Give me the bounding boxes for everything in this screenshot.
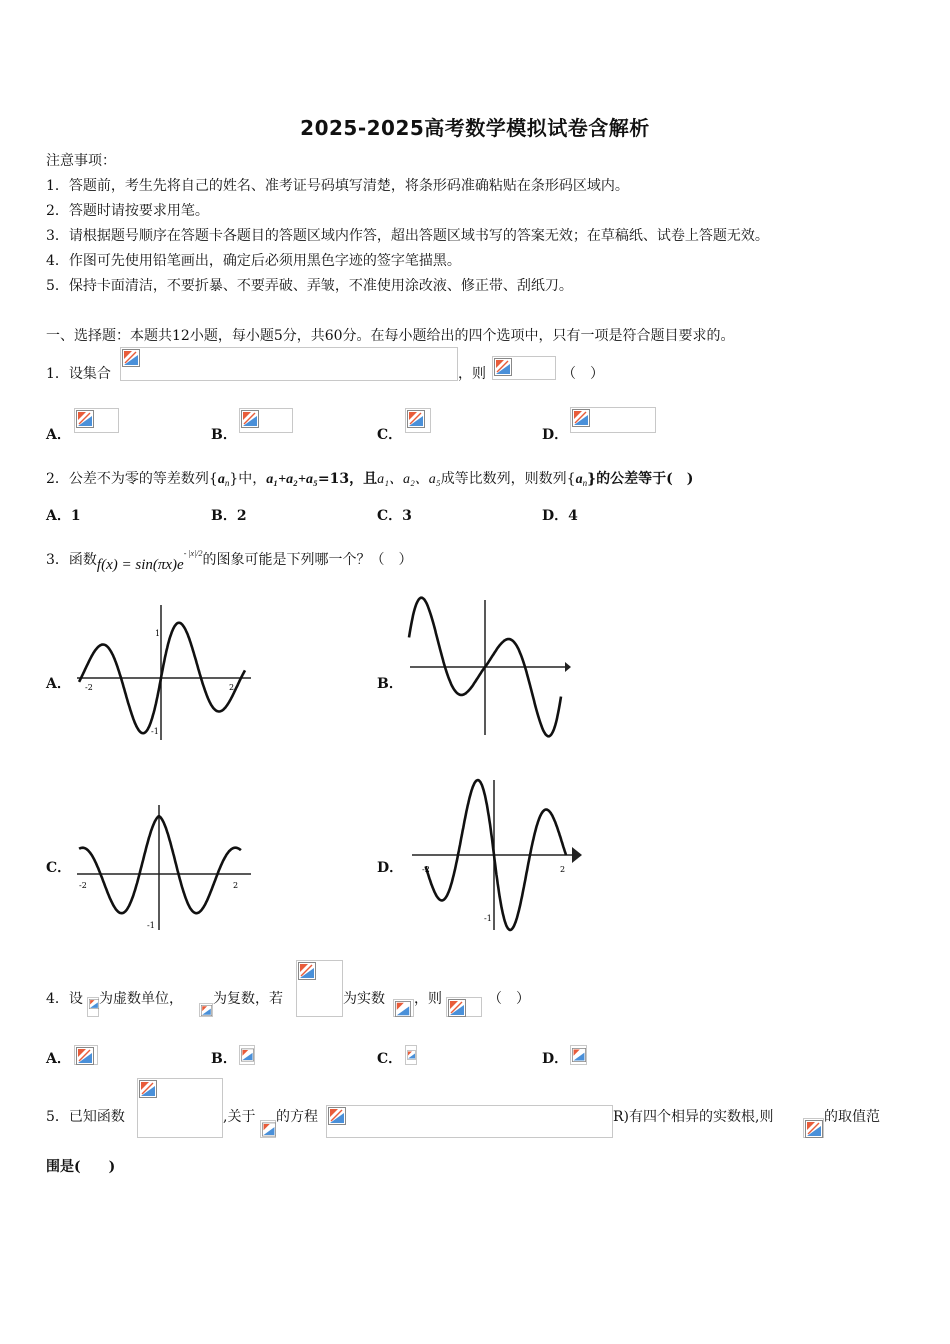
- q5-part-5: 的取值范: [824, 1109, 880, 1125]
- broken-image-icon: [201, 1005, 212, 1016]
- broken-image-icon: [76, 1047, 94, 1065]
- graph-d-tick-pos: 2: [560, 865, 566, 874]
- q2-option-c: C．3: [377, 508, 412, 524]
- q2-sum-terms: a₁+a₂+a₅: [266, 472, 318, 487]
- broken-image-icon: [572, 409, 590, 427]
- q5-line-2: 围是( ): [46, 1159, 116, 1175]
- q3-formula: f(x) = sin(πx)e: [96, 557, 184, 573]
- q1-option-b-label: B．: [211, 427, 237, 443]
- broken-image-icon: [122, 349, 140, 367]
- broken-image-icon: [139, 1080, 157, 1098]
- q1-option-c-label: C．: [377, 427, 403, 443]
- q5-part-2: ,关于: [223, 1109, 256, 1125]
- q2-part-4: 成等比数列，则数列{: [440, 471, 576, 487]
- q4-result-image: [446, 997, 482, 1017]
- graph-c: [75, 800, 255, 935]
- q4-fraction-image: [296, 960, 343, 1017]
- broken-image-icon: [395, 1001, 411, 1017]
- graph-b-arrow-icon: [565, 662, 571, 672]
- broken-image-icon: [298, 962, 316, 980]
- q2-seq-n: n: [224, 478, 230, 488]
- graph-c-tick-pos: 2: [233, 881, 239, 890]
- graph-c-tick-neg: -2: [79, 881, 87, 890]
- q1-option-d-image: [570, 407, 656, 433]
- graph-d-tick-neg: -2: [422, 865, 430, 874]
- page-title: 2025-2025高考数学模拟试卷含解析: [300, 116, 650, 140]
- q1-option-a-image: [74, 408, 119, 433]
- q4-option-d-image: [570, 1045, 587, 1065]
- q2-seq-n-2: n: [582, 478, 588, 488]
- q1-option-b-image: [239, 408, 293, 433]
- q4-condition-image: [393, 999, 414, 1017]
- q4-part-5: ，则: [414, 991, 442, 1007]
- q4-z-image: [199, 1003, 213, 1017]
- section-heading: 一、选择题：本题共12小题，每小题5分，共60分。在每小题给出的四个选项中，只有一项是符合题目要求的。: [46, 328, 735, 344]
- q4-option-c-label: C．: [377, 1051, 403, 1067]
- notice-item-2: 2．答题时请按要求用笔。: [46, 203, 209, 219]
- broken-image-icon: [494, 358, 512, 376]
- graph-d-arrow-icon: [572, 847, 582, 863]
- graph-d: [410, 775, 585, 935]
- q4-part-3: 为复数，若: [213, 991, 283, 1007]
- q1-option-c-image: [405, 408, 431, 433]
- q1-mid: ，则: [458, 366, 486, 382]
- broken-image-icon: [76, 410, 94, 428]
- q4-option-b-image: [239, 1045, 255, 1065]
- q2-part-3: =13，且: [317, 471, 378, 487]
- broken-image-icon: [241, 1047, 254, 1063]
- broken-image-icon: [241, 410, 259, 428]
- q2-option-d: D．4: [542, 508, 578, 524]
- q3-prefix: 3．函数: [46, 552, 97, 568]
- notice-item-4: 4．作图可先使用铅笔画出，确定后必须用黑色字迹的签字笔描黑。: [46, 253, 461, 269]
- q2-option-a: A．1: [46, 508, 81, 524]
- q5-function-image: [137, 1078, 223, 1138]
- q5-part-1: 5．已知函数: [46, 1109, 125, 1125]
- q4-part-2: 为虚数单位，: [99, 991, 183, 1007]
- q3-option-c-label: C．: [46, 860, 72, 876]
- broken-image-icon: [328, 1107, 346, 1125]
- q4-paren: （ ）: [488, 991, 530, 1007]
- q1-paren: （ ）: [562, 366, 604, 382]
- q3-exponent: - |x|/2: [183, 549, 203, 558]
- q2-geo-terms: a₁、a₂、a₅: [377, 472, 441, 487]
- graph-a-tick-neg: -2: [85, 683, 93, 692]
- notice-item-5: 5．保持卡面清洁，不要折暴、不要弄破、弄皱，不准使用涂改液、修正带、刮纸刀。: [46, 278, 573, 294]
- graph-a-tick-one: 1: [155, 629, 161, 638]
- q3-option-b-label: B．: [377, 676, 403, 692]
- broken-image-icon: [448, 999, 466, 1017]
- q4-option-b-label: B．: [211, 1051, 237, 1067]
- q4-part-4: 为实数: [343, 991, 385, 1007]
- q5-param-image: [803, 1118, 824, 1138]
- broken-image-icon: [572, 1047, 586, 1063]
- q1-prefix: 1．设集合: [46, 366, 111, 382]
- q3-suffix: 的图象可能是下列哪一个？（ ）: [202, 552, 413, 568]
- q5-equation-image: [326, 1105, 613, 1138]
- q2-part-1: 2．公差不为零的等差数列{: [46, 471, 218, 487]
- q1-result-image: [492, 356, 556, 380]
- q4-i-image: [87, 997, 99, 1017]
- q2-seq-a-2: a: [575, 472, 583, 487]
- broken-image-icon: [407, 1047, 416, 1063]
- q2-stem: [46, 469, 693, 493]
- broken-image-icon: [407, 410, 425, 428]
- q5-part-3: 的方程: [276, 1109, 318, 1125]
- q5-part-4: R)有四个相异的实数根,则: [613, 1109, 774, 1125]
- q4-option-a-label: A．: [46, 1051, 71, 1067]
- broken-image-icon: [262, 1122, 276, 1137]
- graph-b: [405, 595, 570, 740]
- q3-option-a-label: A．: [46, 676, 71, 692]
- q1-set-image: [120, 347, 458, 381]
- graph-a: [75, 600, 255, 745]
- broken-image-icon: [805, 1120, 823, 1138]
- notice-heading: 注意事项：: [46, 153, 116, 169]
- q2-part-2: }中，: [229, 471, 267, 487]
- broken-image-icon: [89, 999, 99, 1009]
- notice-item-1: 1．答题前，考生先将自己的姓名、准考证号码填写清楚，将条形码准确粘贴在条形码区域内。: [46, 178, 629, 194]
- q4-option-a-image: [74, 1045, 98, 1065]
- q3-option-d-label: D．: [377, 860, 404, 876]
- q2-seq-a: a: [217, 472, 225, 487]
- q4-part-1: 4．设: [46, 991, 83, 1007]
- notice-item-3: 3．请根据题号顺序在答题卡各题目的答题区域内作答，超出答题区域书写的答案无效；在草稿纸、试卷上答题无效。: [46, 228, 769, 244]
- graph-a-tick-neg-one: -1: [151, 727, 159, 736]
- q2-part-5: }的公差等于( ): [587, 471, 694, 487]
- q2-option-b: B．2: [211, 508, 247, 524]
- graph-c-tick-neg-one: -1: [147, 921, 155, 930]
- graph-c-curve: [79, 816, 241, 913]
- graph-d-tick-neg-one: -1: [484, 914, 492, 923]
- q4-option-c-image: [405, 1045, 417, 1065]
- q3-stem: [46, 550, 413, 572]
- graph-a-tick-pos: 2: [229, 683, 235, 692]
- q1-option-a-label: A．: [46, 427, 71, 443]
- q5-x-image: [260, 1120, 276, 1138]
- q1-option-d-label: D．: [542, 427, 569, 443]
- q4-option-d-label: D．: [542, 1051, 569, 1067]
